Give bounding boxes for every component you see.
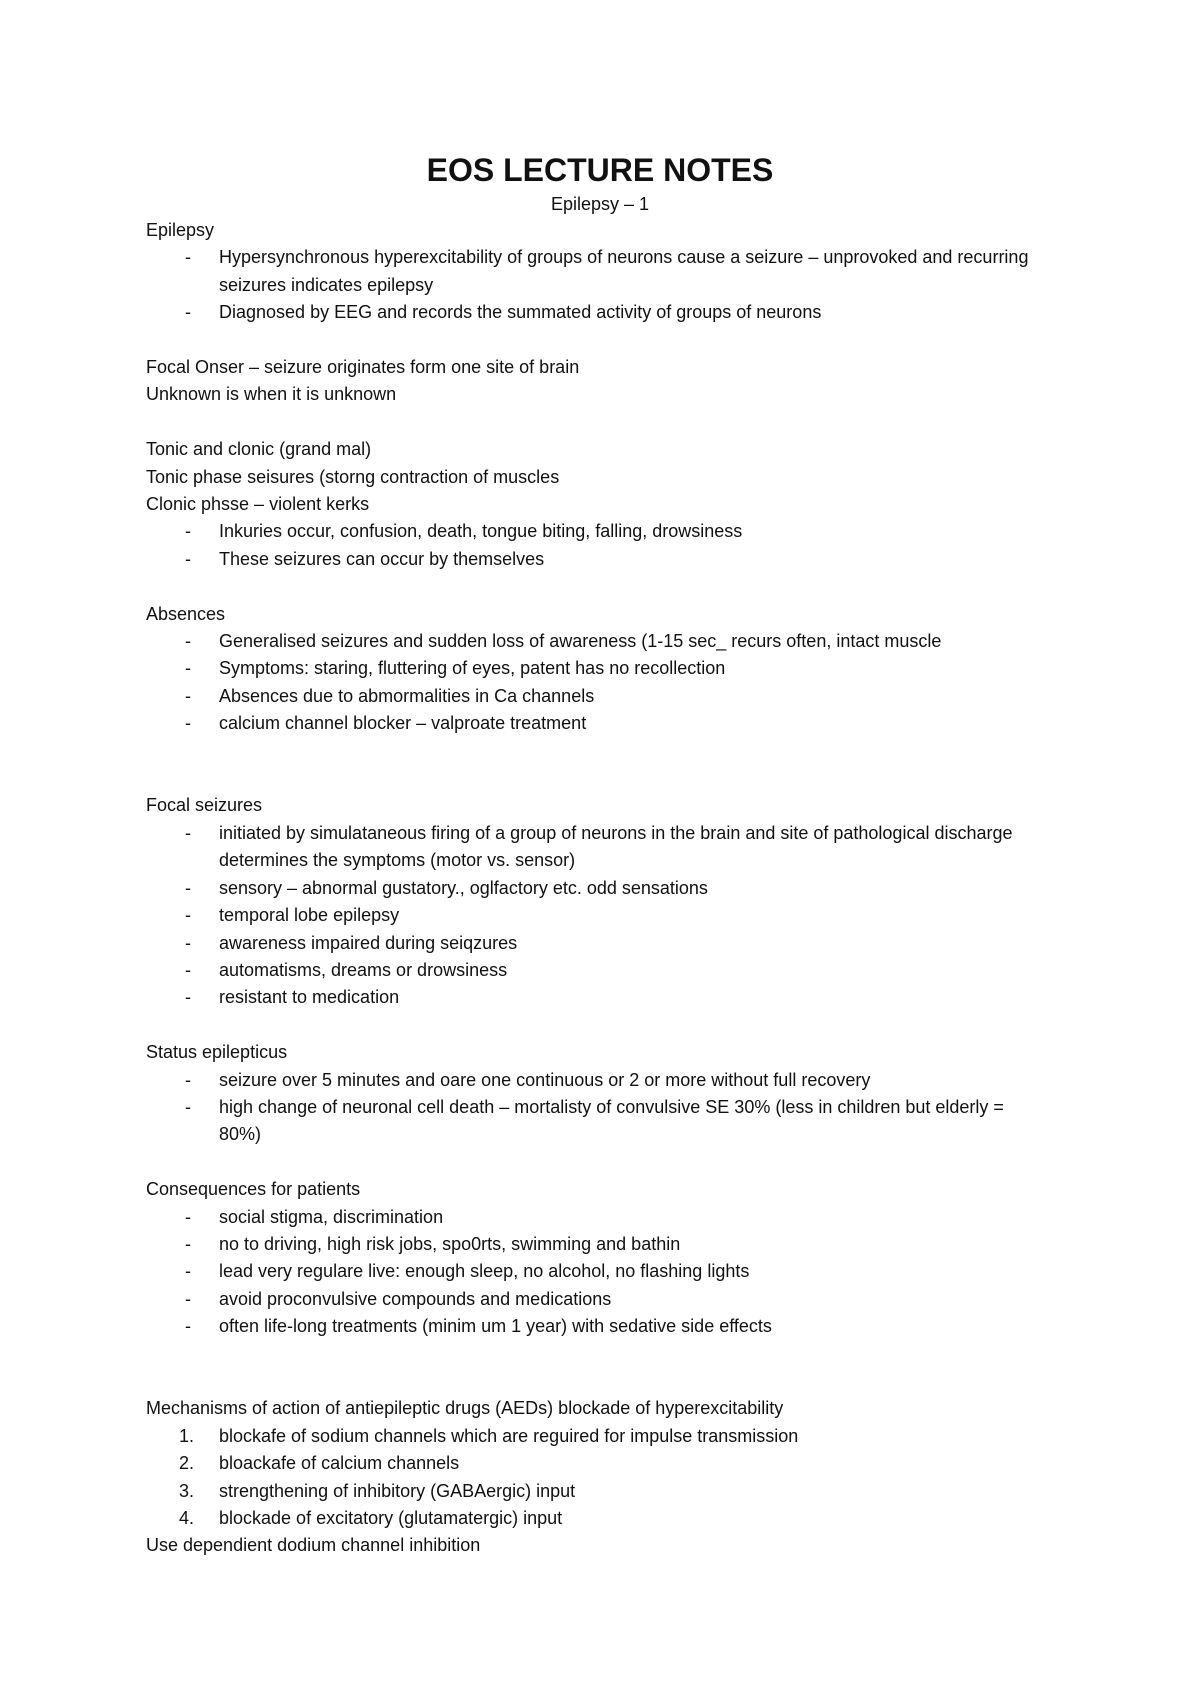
list-item: 2. bloackafe of calcium channels <box>146 1450 1066 1477</box>
dash-marker: - <box>185 987 191 1008</box>
list-item: - no to driving, high risk jobs, spo0rts, swimming and bathin <box>146 1231 1066 1258</box>
list-item: - These seizures can occur by themselves <box>146 546 1066 573</box>
focal-seizures-list <box>146 820 1066 1012</box>
unknown-line: Unknown is when it is unknown <box>146 384 397 405</box>
list-item: - sensory – abnormal gustatory., oglfactory etc. odd sensations <box>146 875 1066 902</box>
focal-onset-line: Focal Onser – seizure originates form one site of brain <box>146 357 580 378</box>
list-item: 3. strengthening of inhibitory (GABAergic) input <box>146 1478 1066 1505</box>
list-item: - initiated by simulataneous firing of a group of neurons in the brain and site of pathological discharge determines the symptoms (motor vs. sensor) <box>146 820 1066 875</box>
list-item: 4. blockade of excitatory (glutamatergic) input <box>146 1505 1066 1532</box>
dash-marker: - <box>185 1288 191 1309</box>
section-heading-status-epilepticus: Status epilepticus <box>146 1042 288 1063</box>
dash-marker: - <box>185 822 191 843</box>
list-item: - often life-long treatments (minim um 1 year) with sedative side effects <box>146 1313 1066 1340</box>
dash-marker: - <box>185 521 191 542</box>
mechanisms-footer-line: Use dependient dodium channel inhibition <box>146 1535 481 1556</box>
dash-marker: - <box>185 1316 191 1337</box>
number-marker: 3. <box>179 1480 195 1501</box>
list-item: - awareness impaired during seiqzures <box>146 930 1066 957</box>
dash-marker: - <box>185 631 191 652</box>
list-item: - social stigma, discrimination <box>146 1204 1066 1231</box>
list-item: - avoid proconvulsive compounds and medications <box>146 1286 1066 1313</box>
epilepsy-list <box>146 244 1066 326</box>
dash-marker: - <box>185 1233 191 1254</box>
document-body <box>146 217 1066 1560</box>
number-marker: 2. <box>179 1453 195 1474</box>
dash-marker: - <box>185 1206 191 1227</box>
dash-marker: - <box>185 685 191 706</box>
list-item: - automatisms, dreams or drowsiness <box>146 957 1066 984</box>
section-heading-consequences: Consequences for patients <box>146 1179 361 1200</box>
list-item: - Hypersynchronous hyperexcitability of groups of neurons cause a seizure – unprovoked and recurring seizures indicates epilepsy <box>146 244 1066 299</box>
dash-marker: - <box>185 959 191 980</box>
list-item: 1. blockafe of sodium channels which are reguired for impulse transmission <box>146 1423 1066 1450</box>
dash-marker: - <box>185 905 191 926</box>
clonic-phase-line: Clonic phsse – violent kerks <box>146 494 370 515</box>
list-item: - Symptoms: staring, fluttering of eyes, patent has no recollection <box>146 655 1066 682</box>
list-item: - lead very regulare live: enough sleep, no alcohol, no flashing lights <box>146 1258 1066 1285</box>
list-item: - seizure over 5 minutes and oare one continuous or 2 or more without full recovery <box>146 1067 1066 1094</box>
status-epilepticus-list <box>146 1067 1066 1149</box>
dash-marker: - <box>185 302 191 323</box>
tonic-phase-line: Tonic phase seisures (storng contraction of muscles <box>146 466 560 487</box>
list-item: - Generalised seizures and sudden loss of awareness (1-15 sec_ recurs often, intact muscle <box>146 628 1066 655</box>
dash-marker: - <box>185 713 191 734</box>
absences-list <box>146 628 1066 738</box>
dash-marker: - <box>185 1096 191 1117</box>
section-heading-mechanisms: Mechanisms of action of antiepileptic drugs (AEDs) blockade of hyperexcitability <box>146 1398 784 1419</box>
list-item: - Diagnosed by EEG and records the summated activity of groups of neurons <box>146 299 1066 326</box>
list-item: - Inkuries occur, confusion, death, tongue biting, falling, drowsiness <box>146 518 1066 545</box>
document-title: EOS LECTURE NOTES <box>426 152 774 188</box>
tonic-clonic-heading: Tonic and clonic (grand mal) <box>146 439 372 460</box>
section-heading-epilepsy: Epilepsy <box>146 220 215 240</box>
dash-marker: - <box>185 1069 191 1090</box>
list-item: - resistant to medication <box>146 984 1066 1011</box>
section-heading-absences: Absences <box>146 603 226 624</box>
document-subtitle: Epilepsy – 1 <box>550 194 650 214</box>
dash-marker: - <box>185 932 191 953</box>
list-item: - high change of neuronal cell death – mortalisty of convulsive SE 30% (less in children but elderly = 80%) <box>146 1094 1066 1149</box>
tonic-clonic-list <box>146 518 1066 573</box>
dash-marker: - <box>185 877 191 898</box>
list-item: - temporal lobe epilepsy <box>146 902 1066 929</box>
dash-marker: - <box>185 247 191 268</box>
dash-marker: - <box>185 658 191 679</box>
list-item: - Absences due to abmormalities in Ca channels <box>146 683 1066 710</box>
dash-marker: - <box>185 1261 191 1282</box>
consequences-list <box>146 1204 1066 1341</box>
number-marker: 4. <box>179 1507 195 1528</box>
mechanisms-list <box>146 1423 1066 1533</box>
section-heading-focal-seizures: Focal seizures <box>146 795 263 816</box>
list-item: - calcium channel blocker – valproate treatment <box>146 710 1066 737</box>
number-marker: 1. <box>179 1425 195 1446</box>
dash-marker: - <box>185 548 191 569</box>
